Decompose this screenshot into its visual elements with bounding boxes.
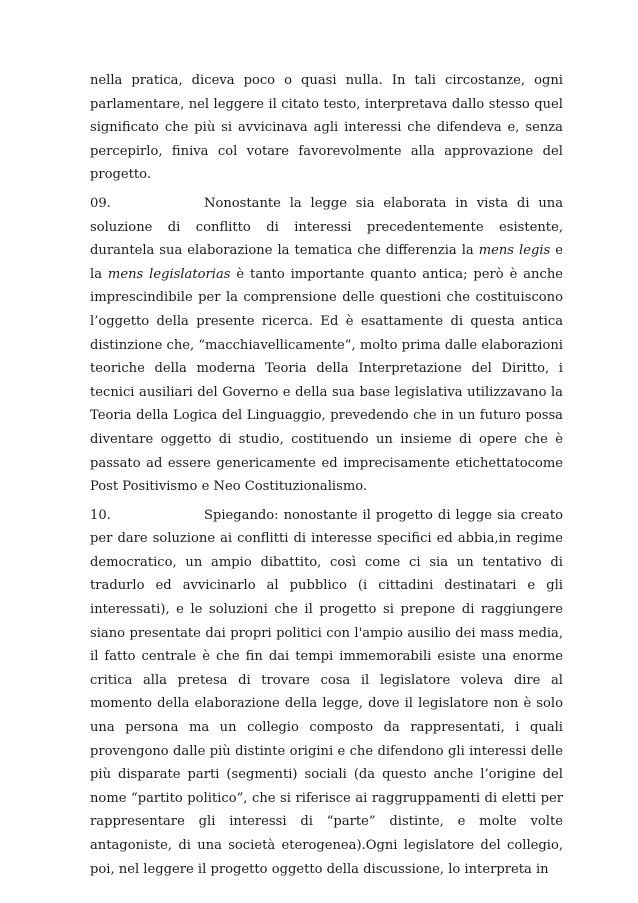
paragraph-09 — [90, 192, 563, 499]
paragraph-number: 09. — [90, 195, 111, 211]
paragraph-text: Nonostante la legge sia elaborata in vista di una soluzione di conflitto di interessi precedentemente esistente, durantela sua elaborazione la tematica che differenzia la — [90, 195, 563, 259]
paragraph-number: 10. — [90, 507, 111, 523]
paragraph-text: e la — [90, 243, 563, 282]
paragraph-10 — [90, 504, 563, 882]
paragraph-text: è tanto importante quanto antica; però è anche imprescindibile per la comprensione delle questioni che costituiscono l’oggetto della presente ricerca. Ed è esattamente di questa antica distinzione che, “macchiavellicamente”, molto prima dalle elaborazioni teoriche della moderna Teoria della Interpretazione del Diritto, i tecnici ausiliari del Governo e della sua base legislativa utilizzavano la Teoria della Logica del Linguaggio, prevedendo che in un futuro possa diventare oggetto di studio, costituendo un insieme di opere che è passato ad essere genericamente ed imprecisamente etichettatocome Post Positivismo e Neo Costituzionalismo. — [90, 266, 564, 495]
paragraph-continuation: nella pratica, diceva poco o quasi nulla. In tali circostanze, ogni parlamentare, nel leggere il citato testo, interpretava dallo stesso quel significato che più si avvicinava agli interessi che difendeva e, senza percepirlo, finiva col votare favorevolmente alla approvazione del progetto. — [90, 73, 563, 183]
paragraph-text: Spiegando: nonostante il progetto di legge sia creato per dare soluzione ai conflitti di interesse specifici ed abbia,in regime democratico, un ampio dibattito, così come ci sia un tentativo di tradurlo ed avvicinarlo al pubblico (i cittadini destinatari e gli interessati), e le soluzioni che il progetto si prepone di raggiungere siano presentate dai propri politici con l'ampio ausilio dei mass media, il fatto centrale è che fin dai tempi immemorabili esiste una enorme critica alla pretesa di trovare cosa il legislatore voleva dire al momento della elaborazione della legge, dove il legislatore non è solo una persona ma un collegio composto da rappresentati, i quali provengono dalle più distinte origini e che difendono gli interessi delle più disparate parti (segmenti) sociali (da questo anche l’origine del nome “partito politico”, che si riferisce ai raggruppamenti di eletti per rappresentare gli interessi di “parte” distinte, e molte volte antagoniste, di una società eterogenea).Ogni legislatore del collegio, poi, nel leggere il progetto oggetto della discussione, lo interpreta in — [90, 507, 563, 877]
italic-term-mens-legis: mens legis — [478, 243, 551, 259]
italic-term-mens-legislatorias: mens legislatorias — [107, 266, 231, 282]
document-page — [90, 69, 563, 881]
